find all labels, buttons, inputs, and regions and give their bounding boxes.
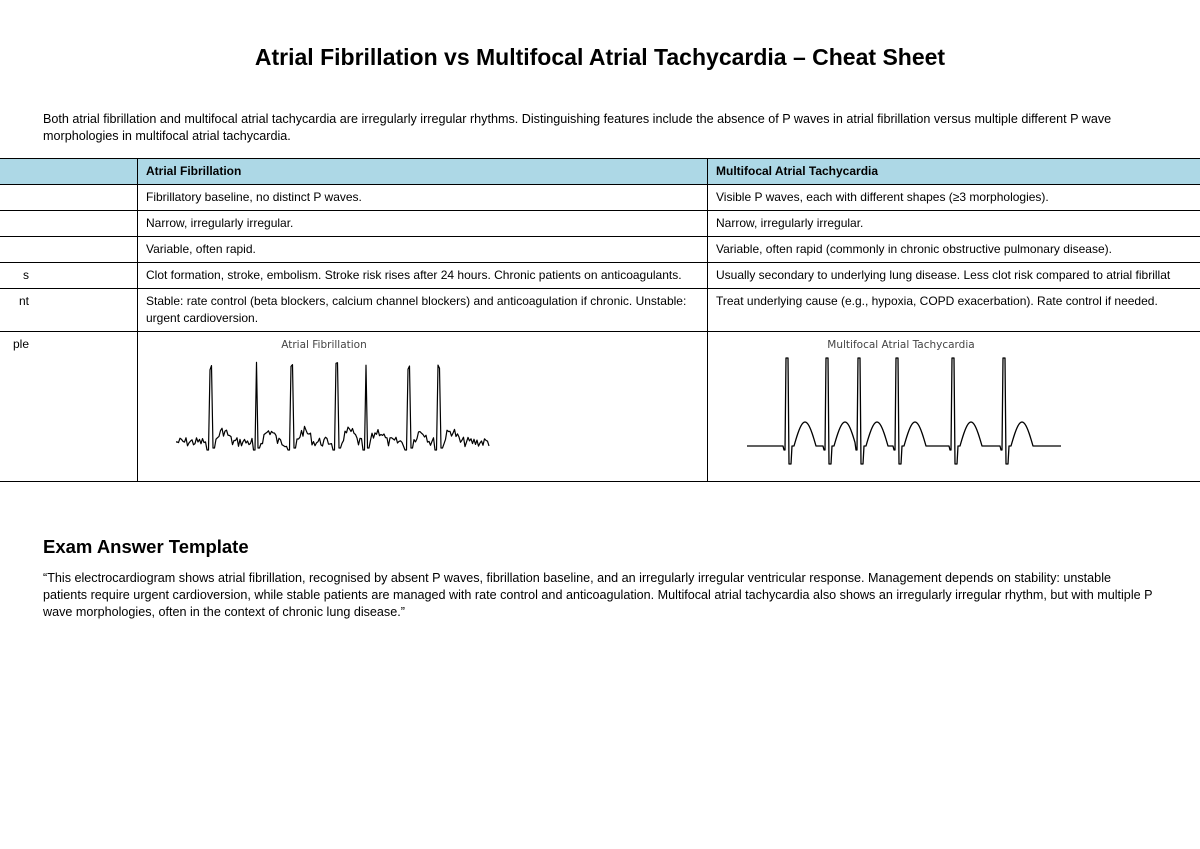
mat-cell: Treat underlying cause (e.g., hypoxia, COPD exacerbation). Rate control if needed.: [708, 289, 1200, 332]
header-feature: [0, 159, 138, 185]
table-row: [0, 185, 1200, 211]
af-ecg-figure: [146, 336, 699, 477]
row-label: s: [0, 263, 138, 289]
mat-cell: Variable, often rapid (commonly in chronic obstructive pulmonary disease).: [708, 237, 1200, 263]
mat-cell: Visible P waves, each with different shapes (≥3 morphologies).: [708, 185, 1200, 211]
mat-cell: Narrow, irregularly irregular.: [708, 211, 1200, 237]
mat-ecg-trace: [747, 358, 1061, 464]
mat-cell: Usually secondary to underlying lung disease. Less clot risk compared to atrial fibrillat: [708, 263, 1200, 289]
table-row: [0, 289, 1200, 332]
af-ecg-trace: [176, 362, 489, 450]
mat-ecg-cell: [708, 332, 1200, 482]
exam-answer-text: “This electrocardiogram shows atrial fibrillation, recognised by absent P waves, fibrillation baseline, and an irregularly irregular ventricular response. Management depends on stability: unstable patients require urgent cardioversion, while stable patients are managed with rate control and anticoagulation. Multifocal atrial tachycardia also shows an irregularly irregular rhythm, but with multiple P wave morphologies, often in the context of chronic lung disease.”: [43, 571, 1153, 619]
header-atrial-fibrillation: Atrial Fibrillation: [138, 159, 708, 185]
table-row: [0, 211, 1200, 237]
row-label: [0, 185, 138, 211]
row-label: nt: [0, 289, 138, 332]
af-cell: Variable, often rapid.: [138, 237, 708, 263]
table-row: [0, 237, 1200, 263]
table-row: [0, 263, 1200, 289]
table-header-row: [0, 159, 1200, 185]
page-title: Atrial Fibrillation vs Multifocal Atrial Tachycardia – Cheat Sheet: [254, 44, 946, 70]
header-multifocal-atrial-tachycardia: Multifocal Atrial Tachycardia: [708, 159, 1200, 185]
af-cell: Clot formation, stroke, embolism. Stroke risk rises after 24 hours. Chronic patients on anticoagulants.: [138, 263, 708, 289]
af-ecg-caption: Atrial Fibrillation: [281, 339, 367, 351]
intro-paragraph: Both atrial fibrillation and multifocal atrial tachycardia are irregularly irregular rhythms. Distinguishing features include the absence of P waves in atrial fibrillation versus multiple different P wave morphologies in multifocal atrial tachycardia.: [43, 112, 1112, 143]
exam-heading: Exam Answer Template: [43, 536, 249, 557]
table-row-example: [0, 332, 1200, 482]
mat-ecg-caption: Multifocal Atrial Tachycardia: [827, 339, 975, 351]
af-ecg-cell: [138, 332, 708, 482]
af-cell: Narrow, irregularly irregular.: [138, 211, 708, 237]
af-cell: Fibrillatory baseline, no distinct P waves.: [138, 185, 708, 211]
comparison-table-viewport: [0, 158, 1200, 501]
comparison-table: [0, 158, 1200, 482]
row-label: ple: [0, 332, 138, 482]
row-label: [0, 211, 138, 237]
af-cell: Stable: rate control (beta blockers, calcium channel blockers) and anticoagulation if chronic. Unstable: urgent cardioversion.: [138, 289, 708, 332]
row-label: [0, 237, 138, 263]
mat-ecg-figure: [716, 336, 1200, 477]
